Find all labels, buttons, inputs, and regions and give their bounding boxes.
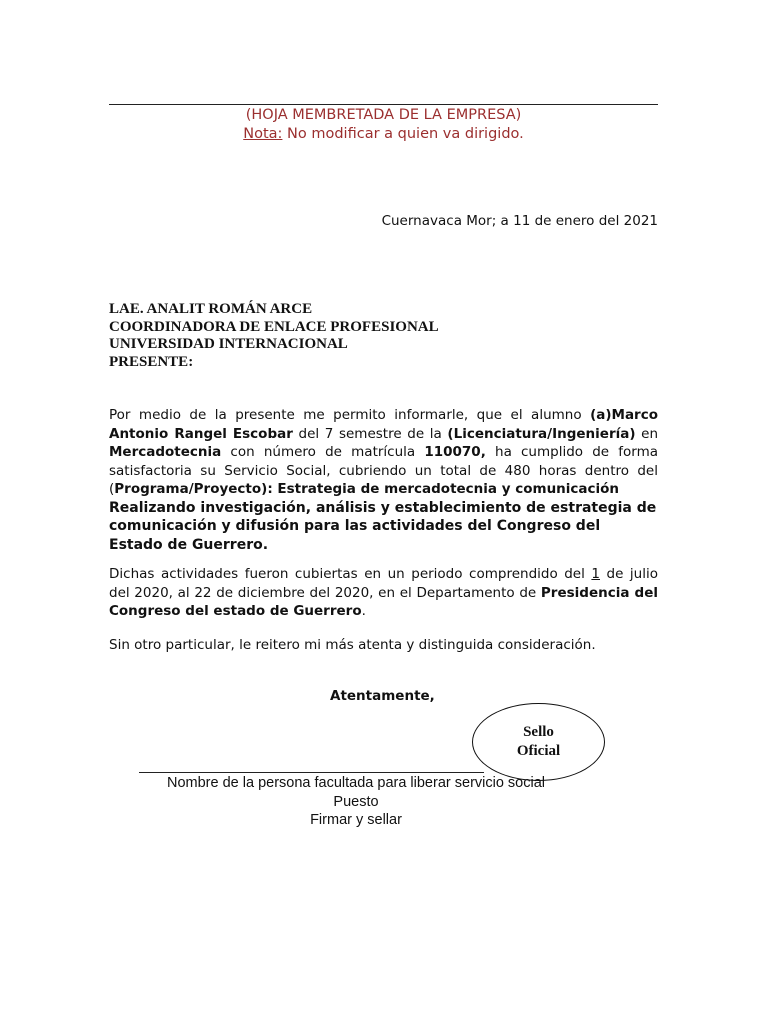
start-day: 1 [591, 566, 600, 582]
student-id: 110070, [424, 444, 486, 460]
seal-line-1: Sello [523, 724, 554, 740]
p1-text-c: en [635, 425, 658, 442]
addressee-title: COORDINADORA DE ENLACE PROFESIONAL [109, 318, 439, 335]
body-paragraph-2 [109, 565, 658, 621]
letterhead-note [109, 125, 658, 144]
signature-line [139, 772, 484, 773]
closing-text: Atentamente, [330, 688, 435, 704]
activities-description: Realizando investigación, análisis y establecimiento de estrategia de comunicación y difusión para las actividades del Congreso del Estado de Guerrero. [109, 499, 657, 553]
letterhead-placeholder: (HOJA MEMBRETADA DE LA EMPRESA) [245, 107, 522, 123]
note-text: No modificar a quien va dirigido. [282, 126, 524, 142]
letter-date: Cuernavaca Mor; a 11 de enero del 2021 [381, 213, 658, 229]
degree-name: Mercadotecnia [109, 444, 222, 460]
addressee-name: LAE. ANALIT ROMÁN ARCE [109, 301, 313, 317]
signer-position: Puesto [333, 793, 379, 810]
body-paragraph-3: Sin otro particular, le reitero mi más atenta y distinguida consideración. [109, 637, 596, 653]
seal-line-2: Oficial [516, 743, 561, 759]
sign-instruction: Firmar y sellar [310, 812, 402, 828]
p1-text-b: del 7 semestre de la [292, 425, 448, 442]
official-seal-placeholder [472, 703, 605, 781]
note-label: Nota: [243, 126, 283, 142]
department-name: Presidencia del Congreso del estado de Guerrero [109, 584, 658, 619]
body-paragraph-1 [109, 406, 658, 554]
student-name: (a)Marco Antonio Rangel Escobar [109, 407, 658, 442]
p2-text-a: Dichas actividades fueron cubiertas en un periodo comprendido del [109, 566, 592, 582]
signer-name-placeholder: Nombre de la persona facultada para liberar servicio social [167, 775, 545, 791]
addressee-block [109, 301, 439, 371]
p1-text-a: Por medio de la presente me permito informarle, que el alumno [109, 407, 591, 423]
degree-type: (Licenciatura/Ingeniería) [447, 425, 636, 442]
signature-block [109, 774, 603, 830]
addressee-institution: UNIVERSIDAD INTERNACIONAL [109, 336, 348, 352]
p1-text-e: ha cumplido de forma satisfactoria su Servicio Social, cubriendo un total de 480 horas dentro del ( [109, 444, 659, 497]
letterhead-block [109, 106, 658, 144]
program-label: Programa/Proyecto): Estrategia de mercadotecnia y comunicación [114, 481, 620, 497]
p2-text-c: . [361, 603, 366, 619]
p2-text-b: de julio del 2020, al 22 de diciembre del 2020, en el Departamento de [109, 566, 659, 601]
p1-text-d: con número de matrícula [221, 444, 425, 460]
header-rule [109, 104, 658, 105]
addressee-presente: PRESENTE: [109, 353, 194, 370]
